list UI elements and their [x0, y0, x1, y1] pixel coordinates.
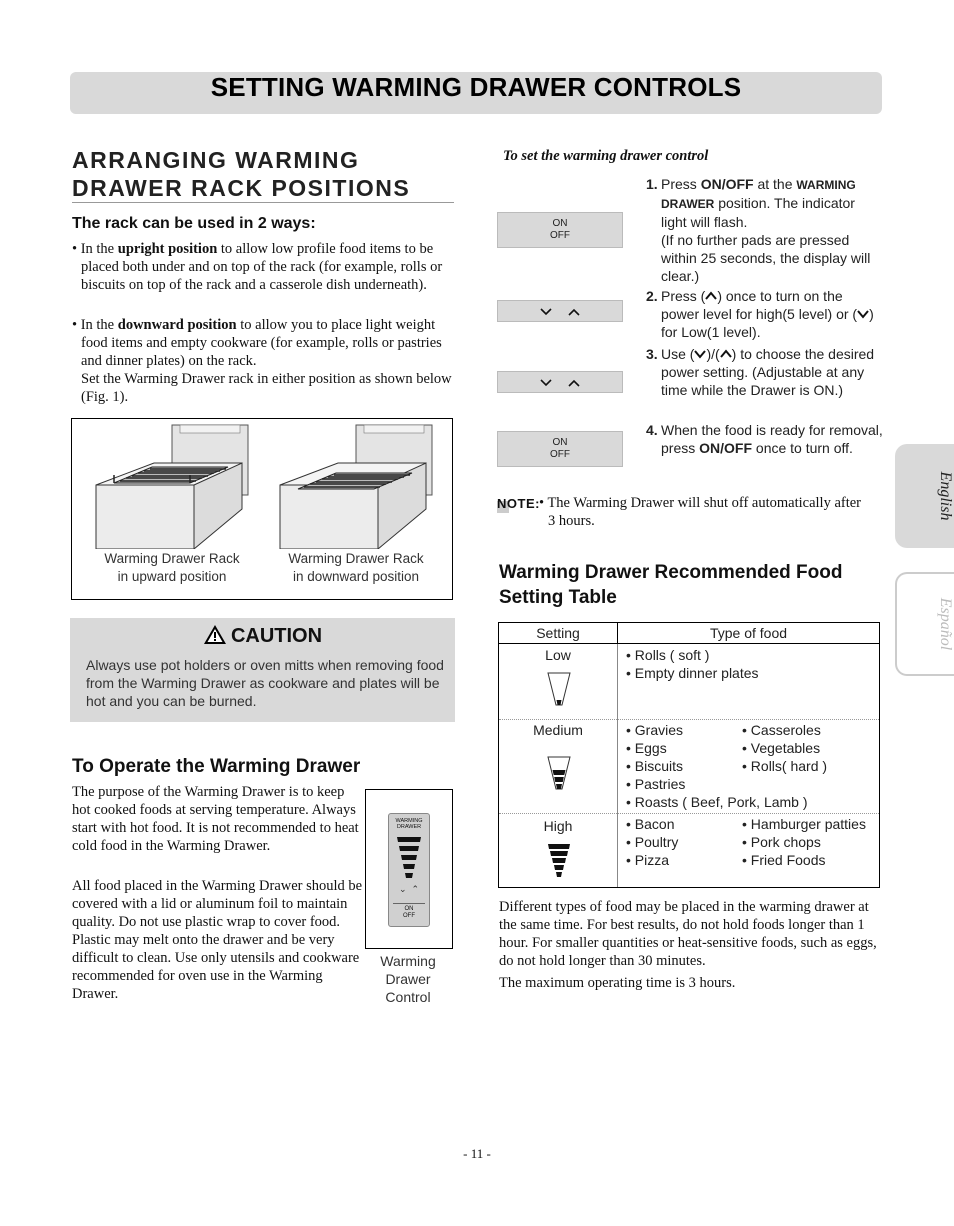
bullet-text: to allow you to place light weight food items and empty cookware (for example, rolls or pastries and dinner plates) on the rack.	[81, 317, 442, 369]
warning-triangle-icon	[203, 624, 227, 645]
food-item: • Vegetables	[742, 740, 821, 756]
food-item: • Eggs	[626, 740, 667, 756]
level-low-icon	[547, 672, 571, 706]
section-heading-arranging	[72, 146, 454, 202]
bullet-text: to allow low profile food items to be placed both under and on top of the rack (for example, rolls or biscuits on top of the rack and a casserole dish underneath).	[81, 241, 443, 293]
divider	[72, 202, 454, 203]
chevron-down-icon: ⌄	[398, 884, 407, 894]
table-header-food: Type of food	[709, 625, 788, 641]
table-col-divider	[617, 644, 618, 887]
bold-text: WARMING DRAWER	[661, 178, 856, 211]
food-list-low	[626, 646, 759, 682]
control-caption	[366, 952, 450, 1006]
food-list-high-right	[742, 815, 866, 869]
on-label: ON	[552, 437, 568, 448]
off-label: OFF	[403, 913, 415, 919]
pad-label	[498, 218, 622, 242]
chevron-up-icon: ⌃	[411, 884, 420, 894]
heading-line: DRAWER RACK POSITIONS	[72, 175, 411, 201]
table-row-rule	[499, 719, 879, 720]
step-text	[661, 421, 884, 457]
note-text: • The Warming Drawer will shut off automatically after 3 hours.	[539, 495, 862, 529]
caption-line: Drawer	[385, 971, 431, 987]
caption-line: in upward position	[117, 569, 227, 584]
set-control-title: To set the warming drawer control	[503, 148, 709, 164]
after-table-paragraph-2: The maximum operating time is 3 hours.	[499, 975, 736, 991]
step-text	[661, 175, 884, 231]
bullet-extra: Set the Warming Drawer rack in either position as shown below (Fig. 1).	[81, 371, 452, 405]
food-setting-table	[498, 622, 880, 888]
step-4	[644, 421, 884, 457]
food-item: • Pastries	[626, 776, 686, 792]
text: Use (	[661, 346, 695, 362]
bold-text: ON/OFF	[699, 440, 753, 456]
food-item: • Bacon	[626, 816, 675, 832]
control-arrows	[389, 884, 429, 895]
text: ) to choose the desired power setting. (Adjustable at any time while the Drawer is ON.)	[661, 346, 875, 398]
text: once to turn off.	[752, 440, 853, 456]
food-item: • Pizza	[626, 852, 670, 868]
level-medium-icon	[547, 756, 571, 790]
arrow-pad-1	[497, 300, 623, 322]
tab-english-label: English	[937, 471, 954, 521]
control-panel	[388, 813, 430, 927]
chevron-up-icon	[705, 291, 717, 301]
bold-text: ON/OFF	[700, 176, 754, 192]
food-list-medium-right	[742, 721, 827, 775]
chevron-down-up-icon	[538, 306, 582, 318]
setting-low: Low	[545, 647, 571, 663]
page-title: SETTING WARMING DRAWER CONTROLS	[210, 72, 742, 102]
operate-heading: To Operate the Warming Drawer	[72, 756, 361, 777]
step-number: 2.	[646, 288, 658, 304]
table-header-rule	[499, 643, 879, 644]
onoff-pad-1	[497, 212, 623, 248]
text: position. The indicator light will flash.	[661, 195, 855, 230]
rack-figure	[71, 418, 453, 600]
food-item: • Rolls ( soft )	[626, 647, 710, 663]
step-number: 4.	[646, 422, 658, 438]
step-2	[644, 287, 884, 341]
table-heading: Warming Drawer Recommended Food Setting Table	[499, 562, 843, 608]
arrow-pad-2	[497, 371, 623, 393]
food-item: • Empty dinner plates	[626, 665, 759, 681]
caution-label: CAUTION	[230, 625, 323, 647]
bullet-bold: upright position	[117, 241, 218, 257]
level-indicator-icon	[395, 836, 423, 882]
rack-subheading: The rack can be used in 2 ways:	[72, 215, 316, 232]
bullet-text: • In the	[72, 317, 118, 333]
setting-high: High	[543, 818, 573, 834]
chevron-down-icon	[694, 349, 706, 359]
food-item: • Hamburger patties	[742, 816, 866, 832]
text: )/(	[706, 346, 720, 362]
text: ) for Low(1 level).	[661, 306, 874, 340]
step-1	[644, 175, 884, 285]
step-number: 1.	[646, 176, 658, 192]
step-text	[661, 287, 884, 341]
bullet-downward	[72, 316, 456, 406]
chevron-down-up-icon	[538, 377, 582, 389]
fig-caption-downward	[256, 550, 456, 586]
tab-english[interactable]	[895, 444, 954, 548]
text: ) once to turn on the power level for high(5 level) or (	[661, 288, 858, 322]
onoff-pad-2	[497, 431, 623, 467]
food-item: • Pork chops	[742, 834, 821, 850]
operate-paragraph-2: All food placed in the Warming Drawer should be covered with a lid or aluminum foil to maintain quality. Do not use plastic wrap to cover food. Plastic may melt onto the drawer and be very difficult to clean. Use only utensils and cookware recommended for oven use in the Warming Drawer.	[72, 878, 363, 1002]
caution-title	[70, 624, 455, 648]
food-item: • Fried Foods	[742, 852, 826, 868]
step-text	[661, 345, 884, 399]
caption-line: Warming	[380, 953, 436, 969]
bullet-text: • In the	[72, 241, 118, 257]
text: When the food is ready for removal, press	[661, 422, 883, 456]
off-label: OFF	[550, 230, 570, 241]
table-header-setting: Setting	[536, 625, 580, 641]
caption-line: Warming Drawer Rack	[288, 551, 424, 566]
food-item: • Rolls( hard )	[742, 758, 828, 774]
control-label	[389, 818, 429, 830]
warming-drawer-control-figure	[365, 789, 453, 949]
food-item: • Roasts ( Beef, Pork, Lamb )	[626, 794, 808, 810]
chevron-up-icon	[720, 349, 732, 359]
food-item: • Casseroles	[742, 722, 821, 738]
tab-espanol-label: Español	[937, 597, 954, 651]
text: at the	[753, 176, 797, 192]
control-label-line: WARMING	[395, 818, 423, 824]
text: Press (	[661, 288, 706, 304]
pad-label	[498, 437, 622, 461]
table-row-rule	[499, 813, 879, 814]
title-banner	[70, 72, 882, 114]
setting-medium: Medium	[533, 722, 583, 738]
food-list-high-left	[626, 815, 678, 869]
caption-line: Control	[385, 989, 431, 1005]
text: Press	[661, 176, 701, 192]
food-item: • Poultry	[626, 834, 679, 850]
chevron-down-icon	[857, 309, 869, 319]
on-label: ON	[404, 906, 414, 912]
caption-line: Warming Drawer Rack	[104, 551, 240, 566]
level-high-icon	[547, 843, 571, 879]
caution-body: Always use pot holders or oven mitts when removing food from the Warming Drawer as cookware and plates will be hot and you can be burned.	[86, 657, 444, 709]
bullet-bold: downward position	[117, 317, 237, 333]
divider	[393, 903, 425, 904]
caution-box	[70, 618, 455, 722]
fig-caption-upward	[72, 550, 272, 586]
bullet-upright	[72, 240, 465, 294]
caption-line: in downward position	[292, 569, 420, 584]
control-onoff	[389, 906, 429, 920]
food-item: • Gravies	[626, 722, 684, 738]
control-label-line: DRAWER	[396, 824, 422, 830]
after-table-paragraph-1: Different types of food may be placed in the warming drawer at the same time. For best results, do not hold foods longer than 1 hour. For smaller quantities or heat-sensitive foods, such as eggs, do not hold longer than 30 minutes.	[499, 899, 877, 969]
step-text: (If no further pads are pressed within 25 seconds, the display will clear.)	[661, 232, 871, 284]
step-3	[644, 345, 884, 399]
on-label: ON	[552, 218, 568, 229]
food-item: • Biscuits	[626, 758, 684, 774]
tab-espanol[interactable]	[895, 572, 954, 676]
operate-paragraph-1: The purpose of the Warming Drawer is to keep hot cooked foods at serving temperature. Always start with hot food. It is not recommended to heat cold food in the Warming Drawer.	[72, 784, 359, 854]
step-number: 3.	[646, 346, 658, 362]
drawer-rack-upward-illustration	[92, 423, 252, 549]
page-number: - 11 -	[463, 1146, 491, 1161]
off-label: OFF	[550, 449, 570, 460]
note-label: NOTE:	[497, 496, 540, 511]
drawer-rack-downward-illustration	[276, 423, 436, 549]
heading-line: ARRANGING WARMING	[72, 147, 360, 173]
